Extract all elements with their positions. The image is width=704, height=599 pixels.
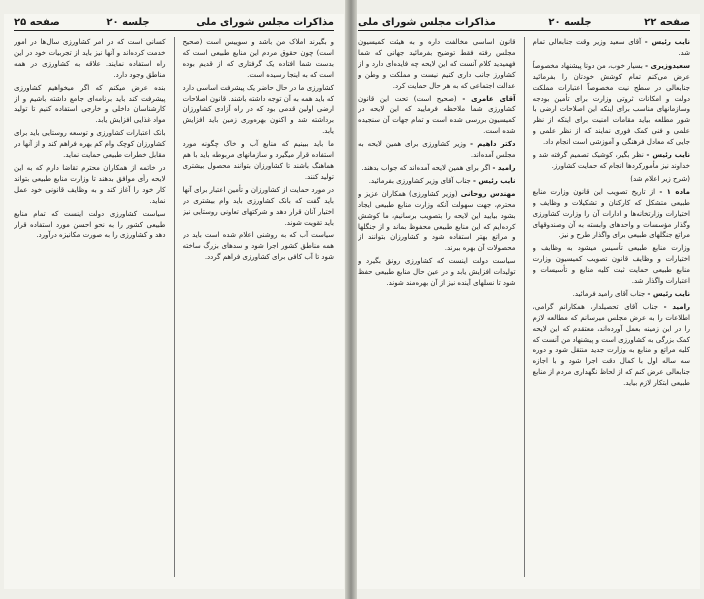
- left-page: [4, 14, 344, 589]
- paragraph-text: جناب آقای تحصیلدار، همکارانم گرامی، اطلاعات را به عرض مجلس میرسانم که مطالعه لازم را در این زمینه بعمل آورده‌اند، معتقدم که این لایحه کمک بزرگی به کشاورزی است و پیشنهاد من آنست که کلیه مراتع و منابع به وزارت جدید منتقل شود و دوره سه ساله اول با کمال دقت اجرا شود و با اجازه جنابعالی عرض کنم که از لحاظ نگهداری مردم از منابع طبیعی ابتکار لازم بیاید.: [532, 302, 690, 388]
- paragraph-text: ما باید ببینیم که منابع آب و خاک چگونه مورد استفاده قرار میگیرد و سازمانهای مربوطه باید با هم هماهنگ باشند تا کشاورزان بتوانند محصول بیشتری تولید کنند.: [182, 140, 334, 181]
- right-page: [348, 14, 700, 589]
- speaker-name: نایب رئیس -: [647, 289, 690, 298]
- paragraph-text: جناب آقای رامید فرمائید.: [572, 289, 646, 298]
- paragraph-text: بسیار خوب، من دوتا پیشنهاد مخصوصاً عرض می‌کنم تمام کوشش خودتان را بفرمائید جنابعالی در سطح نیت مخصوصاً اعتبارات مملکت دولت و امکانات ثروتی وزارت برای تأمین بودجه وسازمانهای مناسب برای اینکه این اصلاحات ارضی با شور مطلعه بیاید مقامات امنیت برای اینکه از نظر علمی و فنی کمک فوری نمایند که از نظر علمی و جایی که معادل فرهنگی و آموزشی است انجام داد.: [532, 61, 690, 147]
- paragraph: [533, 289, 691, 300]
- paragraph: [358, 189, 516, 254]
- paragraph-text: سیاست کشاورزی دولت اینست که تمام منابع طبیعی کشور را به نحو احسن مورد استفاده قرار دهد و کشاورزی را به صورت مکانیزه درآورد.: [14, 209, 166, 240]
- speaker-name: آقای عامری -: [462, 94, 516, 103]
- paragraph-text: کسانی است که در امر کشاورزی سال‌ها در امور خدمت کرده‌اند و آنها نیز باید از تجربیات خود در این راه استفاده نمایند. علاقه به کشاورزی در همه مناطق وجود دارد.: [14, 38, 166, 79]
- speaker-name: نایب رئیس -: [473, 176, 516, 185]
- session-label: جلسه ۲۰: [106, 16, 150, 28]
- paragraph-text: نظر بگیر، کوشیک تصمیم گرفته شد و خداوند نیز مأمورکردها انجام که حمایت کشاورز.: [532, 151, 690, 170]
- speaker-name: ماده ۱ -: [659, 187, 690, 196]
- journal-title: مذاکرات مجلس شورای ملی: [196, 16, 334, 28]
- left-page-column-right: [183, 37, 335, 577]
- paragraph-text: وزیر کشاورزی برای همین لایحه به مجلس آمده‌اند.: [358, 140, 516, 160]
- paragraph: [533, 150, 691, 172]
- column-divider: [174, 37, 175, 577]
- paragraph: [14, 128, 166, 161]
- paragraph: [358, 176, 516, 187]
- paragraph-text: بانک اعتبارات کشاورزی و توسعه روستایی باید برای کشاورزان کوچک وام کم بهره فراهم کند و از آنها در مقابل خطرات طبیعی حمایت نماید.: [14, 129, 166, 160]
- paragraph-text: کشاورزی ما در حال حاضر یک پیشرفت اساسی دارد که باید همه به آن توجه داشته باشند. قانون اصلاحات ارضی اولین قدمی بود که در راه آزادی کشاورزان برداشته شد و اکنون بهره‌وری زمین باید افزایش یابد.: [182, 83, 334, 136]
- speaker-name: مهندس روحانی: [460, 189, 516, 198]
- paragraph-text: بنده عرض میکنم که اگر میخواهیم کشاورزی پیشرفت کند باید برنامه‌ای جامع داشته باشیم و از کارشناسان داخلی و خارجی استفاده کنیم تا تولید مواد غذایی افزایش یابد.: [14, 83, 166, 125]
- paragraph: [533, 61, 691, 148]
- paragraph: [358, 256, 516, 289]
- speaker-name: نایب رئیس -: [644, 38, 690, 46]
- left-page-header: [14, 14, 334, 31]
- paragraph-text: از تاریخ تصویب این قانون وزارت منابع طبیعی متشکل که کارکنان و تشکیلات و وظایف و اختیارات وزارتخانه‌ها و ادارات آن را وزارت کشاورزی وگذار مؤسسات و واحدهای وابسته به آن وصندوقهای مراتع جنگلهای طبیعی برای واگذار طرح و نیز.: [532, 187, 690, 240]
- paragraph-text: جناب آقای وزیر کشاورزی بفرمائید.: [368, 176, 471, 185]
- speaker-name: دکتر داهیم -: [470, 140, 516, 149]
- right-page-header: [358, 14, 690, 31]
- paragraph: [183, 83, 335, 138]
- paragraph: [533, 187, 691, 242]
- paragraph: [358, 163, 516, 174]
- journal-title: مذاکرات مجلس شورای ملی: [358, 16, 496, 28]
- paragraph: [358, 139, 516, 161]
- paragraph: [14, 209, 166, 242]
- right-page-column-left: [358, 37, 516, 577]
- paragraph-text: و بگیرند املاک من باشد و سوییس است (صحیح است) چون حقوق مردم این منابع طبیعی است که بدست شما افتاده یک گرفتاری که از قدیم بوده است که به اینجا رسیده است.: [182, 38, 334, 79]
- left-page-column-left: [14, 37, 166, 577]
- paragraph-text: آقای سعید وزیر وقت جنابعالی تمام شد.: [532, 38, 690, 57]
- paragraph: [14, 37, 166, 81]
- paragraph: [183, 185, 335, 229]
- paragraph-text: (صحیح است) تحت این قانون کشاورزی شما ملاحظه فرمایید که این لایحه در کمیسیون بررسی شده است و تمام جهات آن سنجیده شده است.: [358, 94, 516, 136]
- paragraph: [533, 37, 691, 59]
- paragraph-text: اگر برای همین لایحه آمده‌اند که جواب بدهند.: [361, 163, 491, 172]
- paragraph-text: سیاست دولت اینست که کشاورزی رونق بگیرد و تولیدات افزایش یابد و در عین حال منابع طبیعی حفظ شود تا نسلهای آینده نیز از آن بهره‌مند شوند.: [358, 257, 516, 288]
- paragraph: [183, 37, 335, 81]
- paragraph: [358, 94, 516, 138]
- paragraph-text: در مورد حمایت از کشاورزان و تأمین اعتبار برای آنها باید گفت که بانک کشاورزی باید وام بیشتری در اختیار آنان قرار دهد و شرکتهای تعاونی روستایی نیز باید تقویت شوند.: [182, 185, 334, 227]
- page-number: صفحه ۲۲: [644, 16, 690, 28]
- paragraph-text: در خاتمه از همکاران محترم تقاضا دارم که به این لایحه رأی موافق بدهند تا وزارت منابع طبیعی بتواند کار خود را آغاز کند و به وظایف قانونی خود عمل نماید.: [14, 163, 166, 205]
- paragraph: [14, 83, 166, 127]
- paragraph-text: سیاست آب که به روشنی اعلام شده است باید در همه مناطق کشور اجرا شود و سدهای بزرگ ساخته شود تا آب کافی برای کشاورزی فراهم گردد.: [182, 231, 334, 262]
- speaker-name: سعیدوزیری -: [645, 61, 690, 70]
- right-page-column-right: [533, 37, 691, 577]
- paragraph-text: (وزیر کشاورزی) همکاران عزیز و محترم، جهت سهولت آنکه وزارت منابع طبیعی ایجاد بشود بیایید این لایحه را بتصویب برسانیم، ما کوشش کرده‌ایم که این منابع طبیعی محفوظ بماند و از جنگلها و مراتع بهتر استفاده شود و کشاورزان بتوانند از محصولات آن بهره ببرند.: [358, 189, 516, 253]
- paragraph: [14, 163, 166, 207]
- paragraph: [183, 139, 335, 183]
- paragraph-text: (شرح زیر اعلام شد): [630, 174, 690, 183]
- paragraph: [183, 230, 335, 263]
- paragraph: [533, 174, 691, 185]
- paragraph: [533, 302, 691, 389]
- paragraph-text: وزارت منابع طبیعی تأسیس میشود به وظایف و اختیارات و وظایف قانون تصویب کمیسیون وزارت منابع طبیعی حمایت ثبت کلیه منابع و تأسیسات و اعتبارات واگذار شد.: [532, 244, 690, 286]
- session-label: جلسه ۲۰: [548, 16, 592, 28]
- speaker-name: رامید -: [663, 302, 690, 311]
- book-gutter: [345, 0, 357, 599]
- column-divider: [524, 37, 525, 577]
- speaker-name: رامید -: [492, 163, 516, 172]
- paragraph-text: قانون اساسی مخالفت داره و به هیئت کمیسیون مجلس رفته فقط توضیح بفرمائید جهانی که شما فهمیدید کلام آنست که این لایحه چه فایده‌ای دارد و از کشاورز جانب داری کنیم نیست و مملکت و وطن و عدالت اجتماعی که به هر حال حمایت کرد.: [358, 38, 516, 90]
- page-number: صفحه ۲۵: [14, 16, 60, 28]
- speaker-name: نایب رئیس -: [646, 151, 690, 160]
- paragraph: [533, 243, 691, 287]
- paragraph: [358, 37, 516, 92]
